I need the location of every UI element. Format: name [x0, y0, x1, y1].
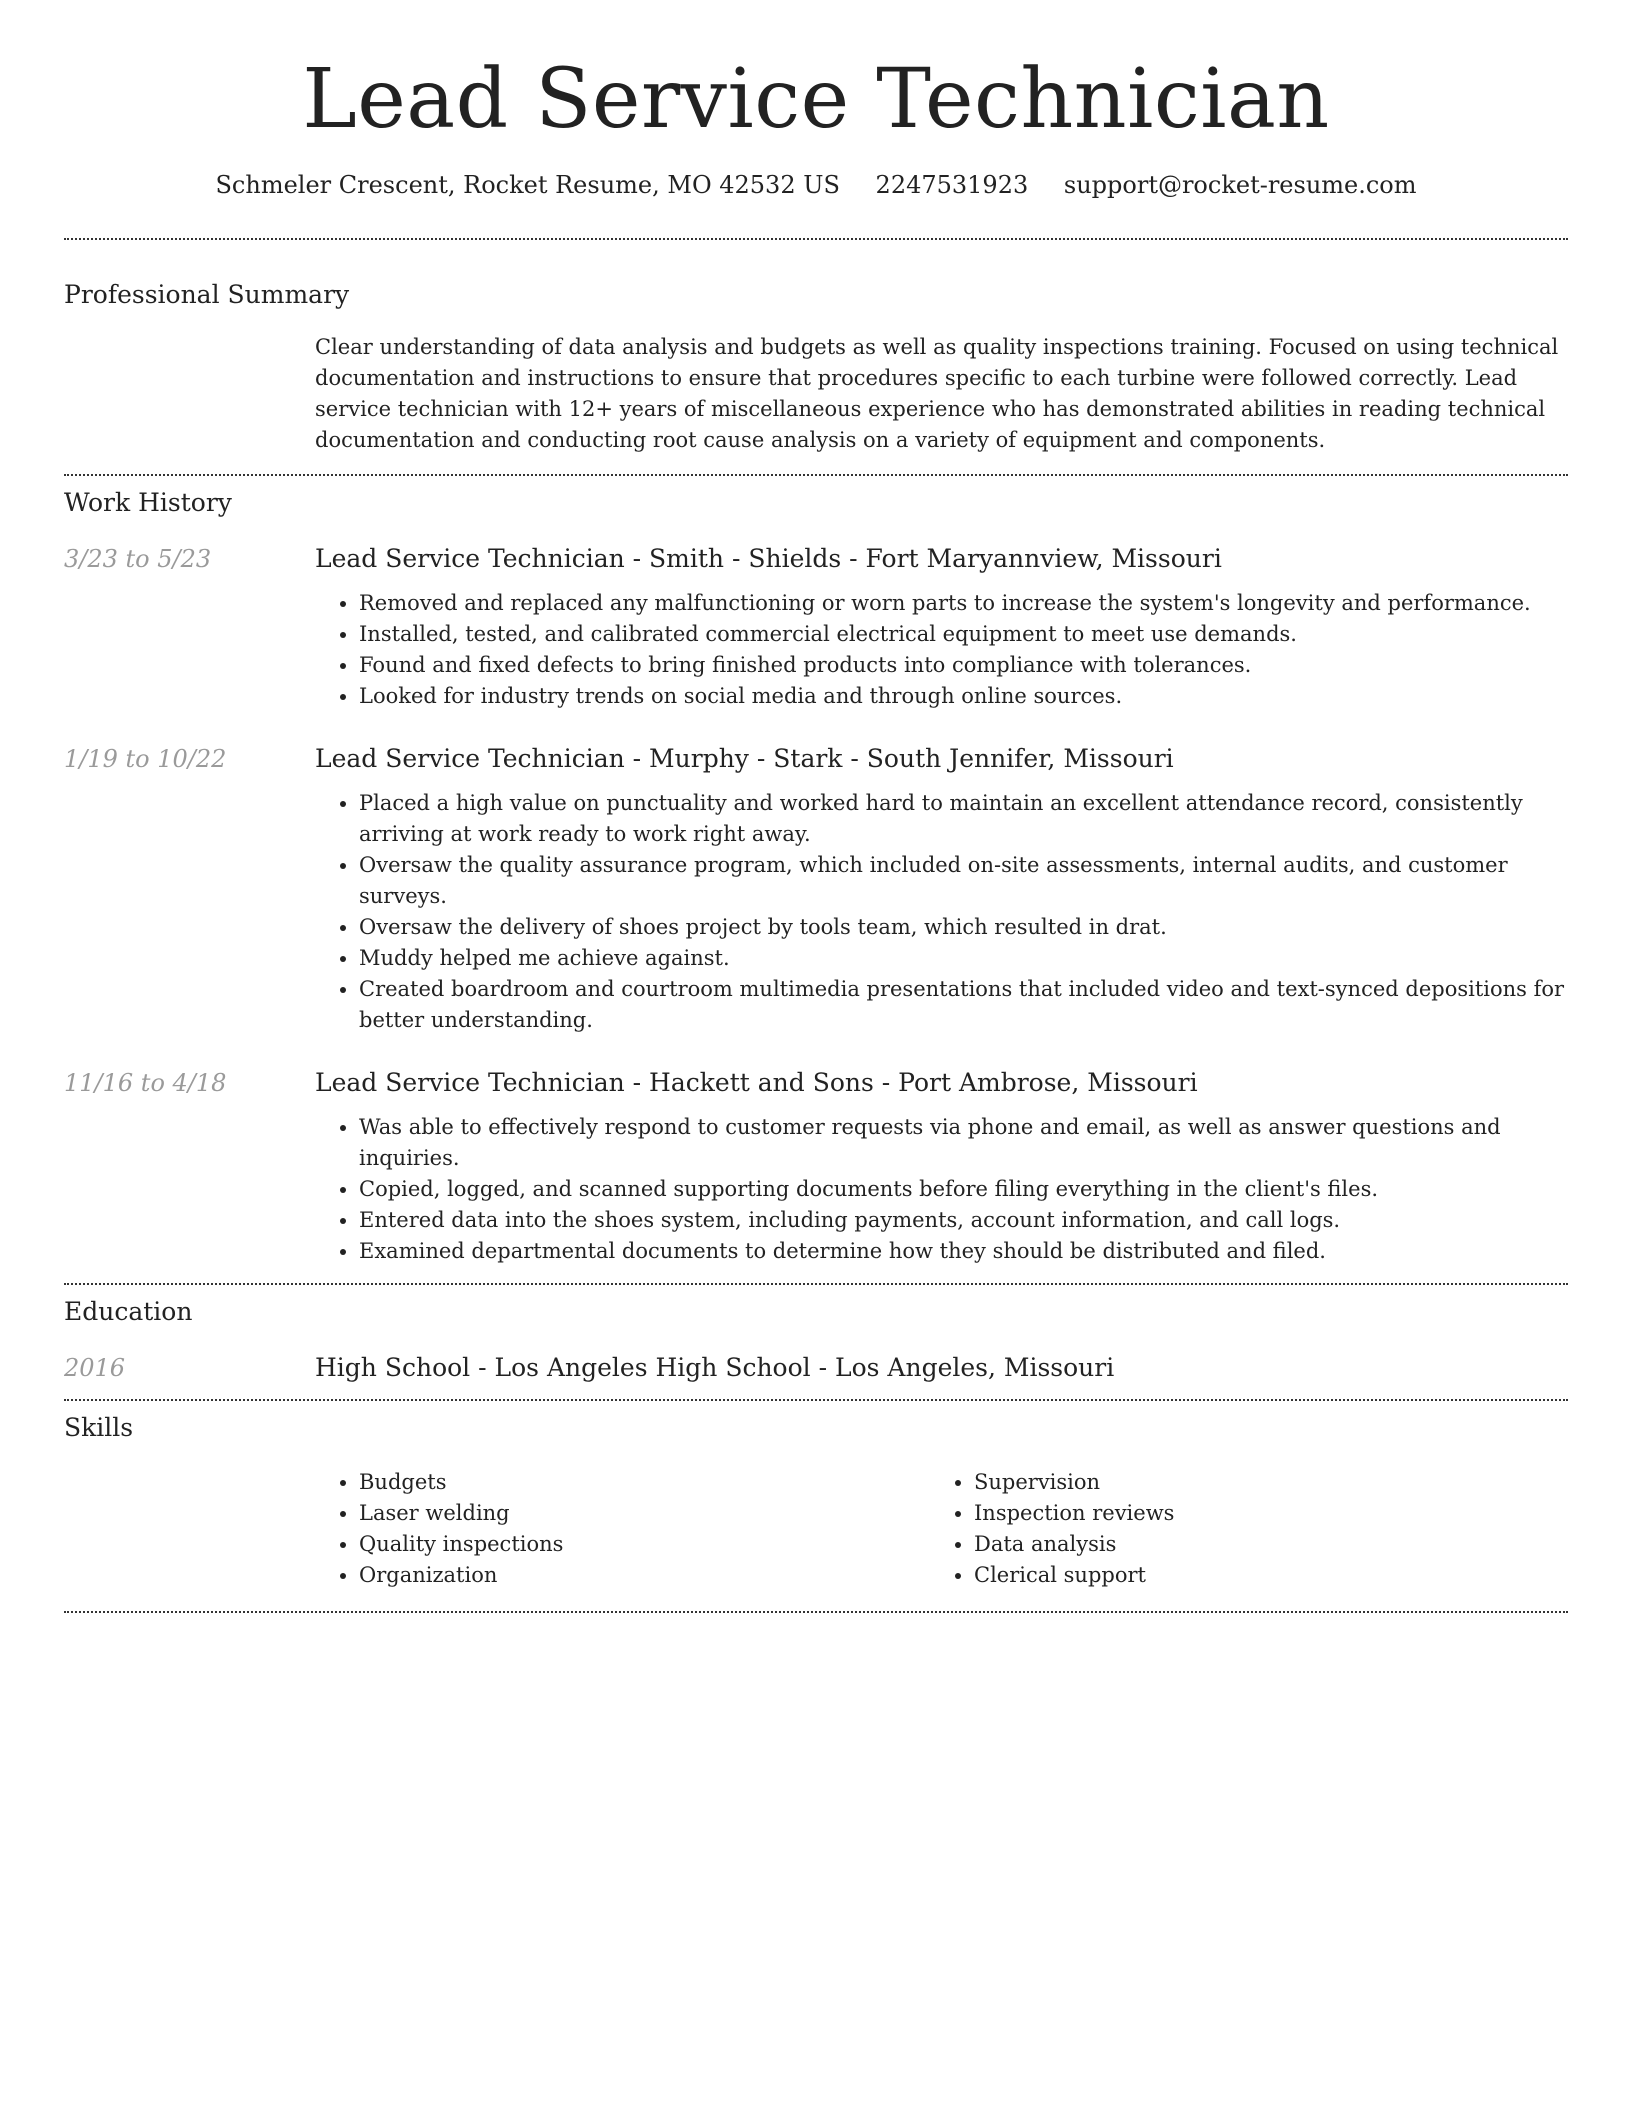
education-title: High School - Los Angeles High School - Los Angeles, Missouri	[315, 1353, 1115, 1382]
job-bullet: • Was able to effectively respond to customer requests via phone and email, as well as answer questions and inquiries.	[359, 1112, 1568, 1174]
job-bullets	[315, 588, 1568, 712]
summary-text: Clear understanding of data analysis and budgets as well as quality inspections training. Focused on using technical documentation and instructions to ensure that procedures specific to each turbine were followed correctly. Lead service technician with 12+ years of miscellaneous experience who has demonstrated abilities in reading technical documentation and conducting root cause analysis on a variety of equipment and components.	[315, 335, 1559, 452]
resume-name: Lead Service Technician	[302, 52, 1330, 147]
skills-section	[64, 1401, 1568, 1611]
skill-item: • Inspection reviews	[974, 1498, 1545, 1529]
skills-list-right	[930, 1467, 1545, 1591]
job-bullets	[315, 1112, 1568, 1267]
job-bullet: • Installed, tested, and calibrated commercial electrical equipment to meet use demands.	[359, 619, 1568, 650]
job-title: Lead Service Technician - Murphy - Stark - South Jennifer, Missouri	[315, 744, 1174, 773]
job-bullet: • Created boardroom and courtroom multimedia presentations that included video and text-synced depositions for better understanding.	[359, 974, 1568, 1036]
job-bullet: • Removed and replaced any malfunctioning or worn parts to increase the system's longevity and performance.	[359, 588, 1568, 619]
skill-item: • Organization	[359, 1560, 930, 1591]
work-section	[64, 476, 1568, 1283]
job-entry	[64, 1066, 1568, 1267]
contact-phone: 2247531923	[875, 171, 1029, 199]
education-year: 2016	[64, 1354, 126, 1382]
contact-address: Schmeler Crescent, Rocket Resume, MO 42532 US	[215, 171, 840, 199]
contact-email: support@rocket-resume.com	[1063, 171, 1417, 199]
skills-grid	[315, 1467, 1568, 1591]
job-bullet: • Oversaw the delivery of shoes project by tools team, which resulted in drat.	[359, 912, 1568, 943]
job-bullet: • Copied, logged, and scanned supporting documents before filing everything in the client's files.	[359, 1174, 1568, 1205]
skill-item: • Laser welding	[359, 1498, 930, 1529]
skill-item: • Clerical support	[974, 1560, 1545, 1591]
job-bullet: • Examined departmental documents to determine how they should be distributed and filed.	[359, 1236, 1568, 1267]
job-dates: 1/19 to 10/22	[64, 745, 227, 773]
summary-spacer	[64, 332, 315, 456]
job-bullet: • Looked for industry trends on social media and through online sources.	[359, 681, 1568, 712]
skills-heading: Skills	[64, 1413, 134, 1442]
education-heading: Education	[64, 1297, 193, 1326]
work-heading: Work History	[64, 488, 232, 517]
skill-item: • Data analysis	[974, 1529, 1545, 1560]
skills-divider	[64, 1611, 1568, 1613]
job-title: Lead Service Technician - Hackett and Sons - Port Ambrose, Missouri	[315, 1068, 1198, 1097]
skills-list-left	[315, 1467, 930, 1591]
job-bullet: • Oversaw the quality assurance program, which included on-site assessments, internal audits, and customer surveys.	[359, 850, 1568, 912]
skill-item: • Supervision	[974, 1467, 1545, 1498]
job-entry	[64, 742, 1568, 1036]
education-section	[64, 1285, 1568, 1399]
job-bullet: • Placed a high value on punctuality and worked hard to maintain an excellent attendance record, consistently arriving at work ready to work right away.	[359, 788, 1568, 850]
job-bullet: • Entered data into the shoes system, including payments, account information, and call logs.	[359, 1205, 1568, 1236]
job-bullet: • Found and fixed defects to bring finished products into compliance with tolerances.	[359, 650, 1568, 681]
skills-spacer	[64, 1467, 315, 1591]
job-dates: 11/16 to 4/18	[64, 1069, 227, 1097]
job-entry	[64, 542, 1568, 712]
education-entry	[64, 1351, 1568, 1385]
summary-heading: Professional Summary	[64, 280, 350, 309]
job-bullets	[315, 788, 1568, 1036]
summary-section	[64, 240, 1568, 474]
job-title: Lead Service Technician - Smith - Shields - Fort Maryannview, Missouri	[315, 544, 1222, 573]
skill-item: • Budgets	[359, 1467, 930, 1498]
job-dates: 3/23 to 5/23	[64, 545, 212, 573]
job-bullet: • Muddy helped me achieve against.	[359, 943, 1568, 974]
contact-line	[64, 168, 1568, 202]
skill-item: • Quality inspections	[359, 1529, 930, 1560]
